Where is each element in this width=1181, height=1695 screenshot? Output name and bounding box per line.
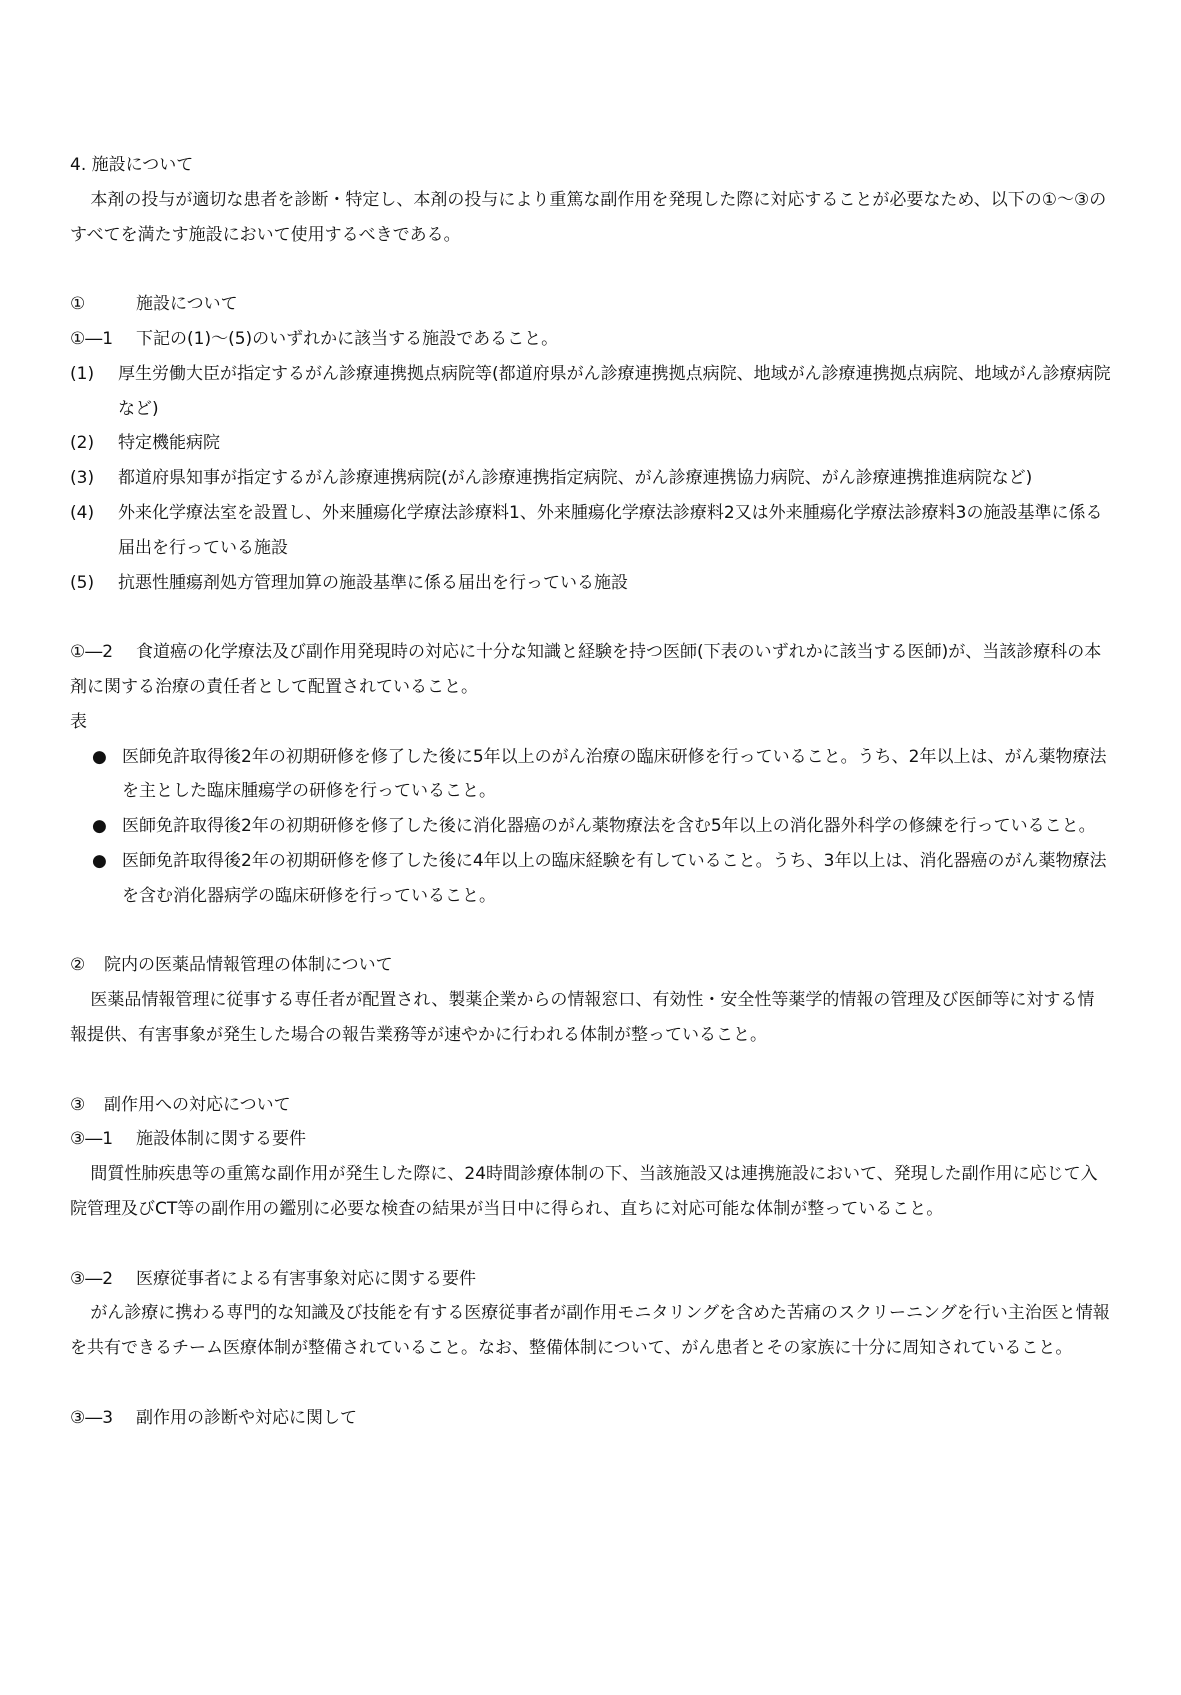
s3-2-paragraph: がん診療に携わる専門的な知識及び技能を有する医療従事者が副作用モニタリングを含めた苦痛のスクリーニングを行い主治医と情報を共有できるチーム医療体制が整備されていること。なお、整備体制について、がん患者とその家族に十分に周知されていること。: [70, 1303, 1110, 1359]
s2-heading-text: 院内の医薬品情報管理の体制について: [104, 955, 393, 976]
criteria-text-1: 医師免許取得後2年の初期研修を修了した後に5年以上のがん治療の臨床研修を行っていること。うち、2年以上は、がん薬物療法を主とした臨床腫瘍学の研修を行っていること。: [122, 746, 1107, 802]
facility-item-5-number: (5): [70, 572, 95, 593]
facility-item-2: [70, 426, 1111, 461]
list-item: [70, 740, 1111, 810]
s1-heading-text: 施設について: [136, 294, 238, 315]
list-item: [70, 809, 1111, 844]
s1-2-mark: ①―2: [70, 642, 114, 663]
spacer: [70, 252, 1111, 287]
criteria-text-2: 医師免許取得後2年の初期研修を修了した後に消化器癌のがん薬物療法を含む5年以上の消化器外科学の修練を行っていること。: [122, 816, 1096, 837]
s1-2-text: 食道癌の化学療法及び副作用発現時の対応に十分な知識と経験を持つ医師(下表のいずれかに該当する医師)が、当該診療科の本剤に関する治療の責任者として配置されていること。: [70, 642, 1102, 697]
s3-1-heading: [70, 1122, 1111, 1157]
table-label: 表: [70, 711, 87, 732]
s3-2-heading: [70, 1262, 1111, 1297]
s3-3-heading: [70, 1401, 1111, 1436]
s3-1-mark: ③―1: [70, 1129, 114, 1150]
s3-heading: [70, 1088, 1111, 1123]
s3-heading-mark: ③: [70, 1094, 86, 1115]
spacer: [70, 600, 1111, 635]
facility-item-4: [70, 496, 1111, 566]
facility-item-5-text: 抗悪性腫瘍剤処方管理加算の施設基準に係る届出を行っている施設: [118, 572, 628, 593]
spacer: [70, 1053, 1111, 1088]
facility-item-4-text: 外来化学療法室を設置し、外来腫瘍化学療法診療料1、外来腫瘍化学療法診療料2又は外来腫瘍化学療法診療料3の施設基準に係る届出を行っている施設: [118, 502, 1103, 558]
s3-3-mark: ③―3: [70, 1407, 114, 1428]
facility-item-3: [70, 461, 1111, 496]
s1-2-paragraph: [70, 635, 1111, 705]
s2-paragraph: 医薬品情報管理に従事する専任者が配置され、製薬企業からの情報窓口、有効性・安全性等薬学的情報の管理及び医師等に対する情報提供、有害事象が発生した場合の報告業務等が速やかに行われる体制が整っていること。: [70, 990, 1095, 1045]
spacer: [70, 914, 1111, 949]
list-item: [70, 844, 1111, 914]
bullet-icon: ●: [92, 816, 107, 837]
s3-1-title: 施設体制に関する要件: [136, 1129, 306, 1150]
s2-heading-mark: ②: [70, 955, 86, 976]
facility-item-1: [70, 357, 1111, 427]
facility-item-1-text: 厚生労働大臣が指定するがん診療連携拠点病院等(都道府県がん診療連携拠点病院、地域がん診療連携拠点病院、地域がん診療病院など): [118, 363, 1111, 419]
facility-item-1-number: (1): [70, 363, 95, 384]
criteria-text-3: 医師免許取得後2年の初期研修を修了した後に4年以上の臨床経験を有していること。うち、3年以上は、消化器癌のがん薬物療法を含む消化器病学の臨床研修を行っていること。: [122, 850, 1107, 906]
s1-1-heading: [70, 322, 1111, 357]
facility-item-3-number: (3): [70, 468, 95, 489]
facility-item-4-number: (4): [70, 502, 95, 523]
s1-1-text: 下記の(1)～(5)のいずれかに該当する施設であること。: [136, 328, 559, 349]
s2-heading: [70, 948, 1111, 983]
spacer: [70, 1366, 1111, 1401]
spacer: [70, 1227, 1111, 1262]
s3-1-paragraph: 間質性肺疾患等の重篤な副作用が発生した際に、24時間診療体制の下、当該施設又は連携施設において、発現した副作用に応じて入院管理及びCT等の副作用の鑑別に必要な検査の結果が当日中に得られ、直ちに対応可能な体制が整っていること。: [70, 1164, 1098, 1219]
s3-heading-text: 副作用への対応について: [104, 1094, 291, 1115]
facility-item-2-number: (2): [70, 433, 95, 454]
s3-3-title: 副作用の診断や対応に関して: [136, 1407, 357, 1428]
s1-1-mark: ①―1: [70, 328, 114, 349]
facility-item-3-text: 都道府県知事が指定するがん診療連携病院(がん診療連携指定病院、がん診療連携協力病院、がん診療連携推進病院など): [118, 468, 1033, 489]
facility-item-5: [70, 566, 1111, 601]
physician-criteria-list: [70, 740, 1111, 914]
bullet-icon: ●: [92, 746, 107, 767]
facility-item-2-text: 特定機能病院: [118, 433, 220, 454]
intro-paragraph: 本剤の投与が適切な患者を診断・特定し、本剤の投与により重篤な副作用を発現した際に対応することが必要なため、以下の①～③のすべてを満たす施設において使用するべきである。: [70, 189, 1107, 245]
bullet-icon: ●: [92, 850, 107, 871]
s1-heading: [70, 287, 1111, 322]
s3-2-mark: ③―2: [70, 1268, 114, 1289]
s3-2-title: 医療従事者による有害事象対応に関する要件: [136, 1268, 476, 1289]
section-title: 4. 施設について: [70, 155, 194, 175]
s1-heading-mark: ①: [70, 294, 86, 315]
